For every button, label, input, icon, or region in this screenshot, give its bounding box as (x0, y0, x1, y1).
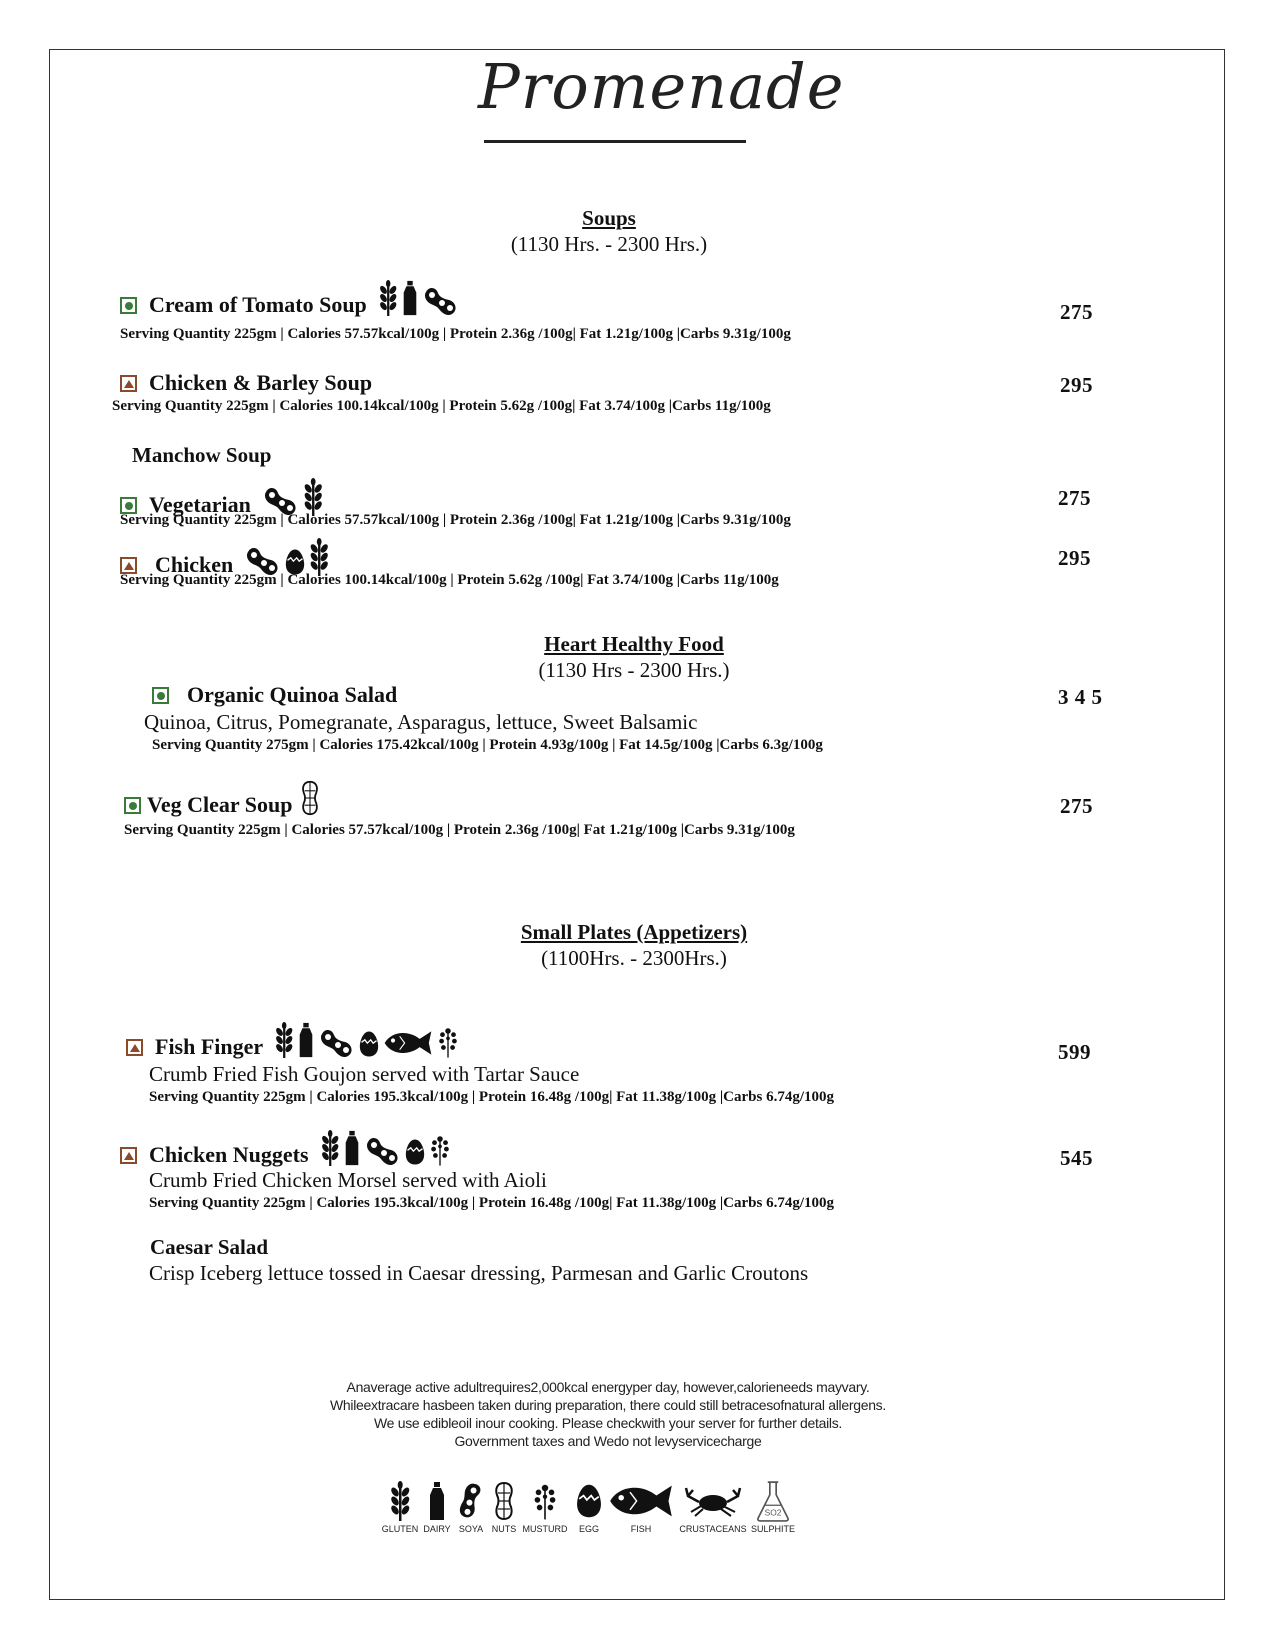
mustard-icon (437, 1026, 459, 1058)
section-title-small-plates: Small Plates (Appetizers) (520, 920, 748, 944)
item-name: Fish Finger (155, 1034, 264, 1059)
item-price: 275 (1060, 794, 1093, 818)
menu-item-veg-clear-soup (124, 780, 320, 816)
legend-crustaceans (678, 1480, 748, 1534)
egg-icon (576, 1480, 602, 1522)
section-time-small-plates: (1100Hrs. - 2300Hrs.) (541, 946, 727, 970)
gluten-icon (379, 280, 397, 316)
section-time-soups: (1130 Hrs. - 2300 Hrs.) (510, 232, 708, 256)
item-nutrition: Serving Quantity 225gm | Calories 100.14kcal/100g | Protein 5.62g /100g| Fat 3.74/100g |Carbs 11g/100g (120, 572, 779, 588)
mustard-icon (429, 1134, 451, 1166)
item-name: Organic Quinoa Salad (187, 682, 398, 707)
legend-soya (456, 1480, 486, 1534)
item-price: 295 (1060, 373, 1093, 397)
legend-sulphite (750, 1480, 796, 1534)
nonveg-indicator-icon (126, 1039, 143, 1056)
footer-notes (158, 1378, 1058, 1450)
item-name: Chicken Nuggets (149, 1142, 309, 1167)
fish-icon (383, 1028, 433, 1058)
legend-fish (608, 1480, 674, 1534)
egg-icon (405, 1138, 425, 1166)
item-nutrition: Serving Quantity 225gm | Calories 57.57kcal/100g | Protein 2.36g /100g| Fat 1.21g/100g |Carbs 9.31g/100g (124, 822, 795, 838)
nuts-icon (494, 1480, 514, 1522)
item-price: 295 (1058, 546, 1091, 570)
item-name: Vegetarian (149, 492, 251, 517)
item-nutrition: Serving Quantity 225gm | Calories 57.57kcal/100g | Protein 2.36g /100g| Fat 1.21g/100g |Carbs 9.31g/100g (120, 512, 791, 528)
section-title-soups: Soups (582, 206, 636, 230)
legend-nuts (490, 1480, 518, 1534)
menu-item-fish-finger (126, 1022, 459, 1058)
item-name: Veg Clear Soup (147, 792, 293, 817)
dairy-icon (401, 280, 419, 316)
item-name: Chicken & Barley Soup (149, 370, 373, 395)
promenade-logo (478, 48, 845, 148)
soya-icon (319, 1028, 355, 1058)
legend-label: DAIRY (423, 1524, 451, 1534)
dairy-icon (343, 1130, 361, 1166)
item-nutrition: Serving Quantity 225gm | Calories 100.14kcal/100g | Protein 5.62g /100g| Fat 3.74/100g |Carbs 11g/100g (112, 398, 771, 414)
logo-underline (484, 140, 746, 143)
item-nutrition: Serving Quantity 225gm | Calories 57.57kcal/100g | Protein 2.36g /100g| Fat 1.21g/100g |Carbs 9.31g/100g (120, 326, 791, 342)
nonveg-indicator-icon (120, 375, 137, 392)
gluten-icon (321, 1130, 339, 1166)
veg-indicator-icon (120, 297, 137, 314)
legend-mustard (520, 1480, 570, 1534)
sulphite-flask-icon (753, 1480, 793, 1522)
soya-icon (423, 286, 459, 316)
note-line: Whileextracare hasbeen taken during preparation, there could still betracesofnatural allergens. (330, 1397, 886, 1413)
legend-label: GLUTEN (381, 1524, 419, 1534)
menu-item-chicken-barley-soup (120, 372, 380, 394)
legend-label: EGG (578, 1524, 599, 1534)
subheading-manchow-soup: Manchow Soup (132, 443, 272, 467)
item-name: Cream of Tomato Soup (149, 292, 367, 317)
sulphite-formula: SO2 (764, 1507, 782, 1518)
legend-egg (574, 1480, 604, 1534)
menu-item-cream-of-tomato-soup (120, 280, 459, 316)
nonveg-indicator-icon (120, 1147, 137, 1164)
dairy-icon (427, 1480, 447, 1522)
section-title-heart-healthy: Heart Healthy Food (544, 632, 724, 656)
item-description: Crumb Fried Chicken Morsel served with Aioli (149, 1168, 547, 1192)
note-line: Government taxes and Wedo not levyservicecharge (454, 1433, 762, 1449)
gluten-icon (275, 1022, 293, 1058)
gluten-icon (303, 478, 323, 516)
veg-indicator-icon (124, 797, 141, 814)
crab-icon (683, 1480, 743, 1522)
menu-item-organic-quinoa-salad (152, 684, 405, 706)
soya-icon (456, 1480, 486, 1522)
fish-icon (608, 1480, 674, 1522)
item-description: Quinoa, Citrus, Pomegranate, Asparagus, lettuce, Sweet Balsamic (144, 710, 698, 734)
egg-icon (359, 1030, 379, 1058)
item-nutrition: Serving Quantity 225gm | Calories 195.3kcal/100g | Protein 16.48g /100g| Fat 11.38g/100g |Carbs 6.74g/100g (149, 1089, 835, 1105)
legend-label: NUTS (491, 1524, 517, 1534)
legend-dairy (422, 1480, 452, 1534)
legend-gluten (380, 1480, 420, 1534)
legend-label: SOYA (458, 1524, 484, 1534)
item-name: Chicken (155, 552, 234, 577)
dairy-icon (297, 1022, 315, 1058)
menu-item-chicken-nuggets (120, 1130, 451, 1166)
legend-label: CRUSTACEANS (679, 1524, 747, 1534)
note-line: Anaverage active adultrequires2,000kcal energyper day, however,calorieneeds mayvary. (346, 1379, 870, 1395)
allergen-legend (380, 1480, 800, 1540)
item-nutrition: Serving Quantity 225gm | Calories 195.3kcal/100g | Protein 16.48g /100g| Fat 11.38g/100g |Carbs 6.74g/100g (149, 1195, 835, 1211)
logo-wordmark: Promenade (478, 50, 845, 123)
legend-label: MUSTURD (522, 1524, 568, 1534)
section-time-heart-healthy: (1130 Hrs - 2300 Hrs.) (538, 658, 730, 682)
mustard-icon (532, 1480, 558, 1522)
gluten-icon (309, 538, 329, 576)
note-line: We use edibleoil inour cooking. Please checkwith your server for further details. (373, 1415, 843, 1431)
menu-item-manchow-vegetarian (120, 478, 323, 516)
gluten-icon (390, 1480, 410, 1522)
item-description: Crumb Fried Fish Goujon served with Tartar Sauce (149, 1062, 580, 1086)
item-price: 275 (1060, 300, 1093, 324)
item-price: 3 4 5 (1058, 685, 1103, 709)
item-price: 275 (1058, 486, 1091, 510)
soya-icon (365, 1136, 401, 1166)
menu-item-manchow-chicken (120, 538, 329, 576)
legend-label: FISH (630, 1524, 652, 1534)
item-nutrition: Serving Quantity 275gm | Calories 175.42kcal/100g | Protein 4.93g/100g | Fat 14.5g/100g |Carbs 6.3g/100g (152, 737, 823, 753)
nuts-icon (300, 780, 320, 816)
legend-label: SULPHITE (750, 1524, 795, 1534)
item-price: 545 (1060, 1146, 1093, 1170)
item-name-caesar-salad: Caesar Salad (150, 1235, 269, 1259)
veg-indicator-icon (152, 687, 169, 704)
item-description: Crisp Iceberg lettuce tossed in Caesar dressing, Parmesan and Garlic Croutons (149, 1261, 809, 1285)
item-price: 599 (1058, 1040, 1091, 1064)
